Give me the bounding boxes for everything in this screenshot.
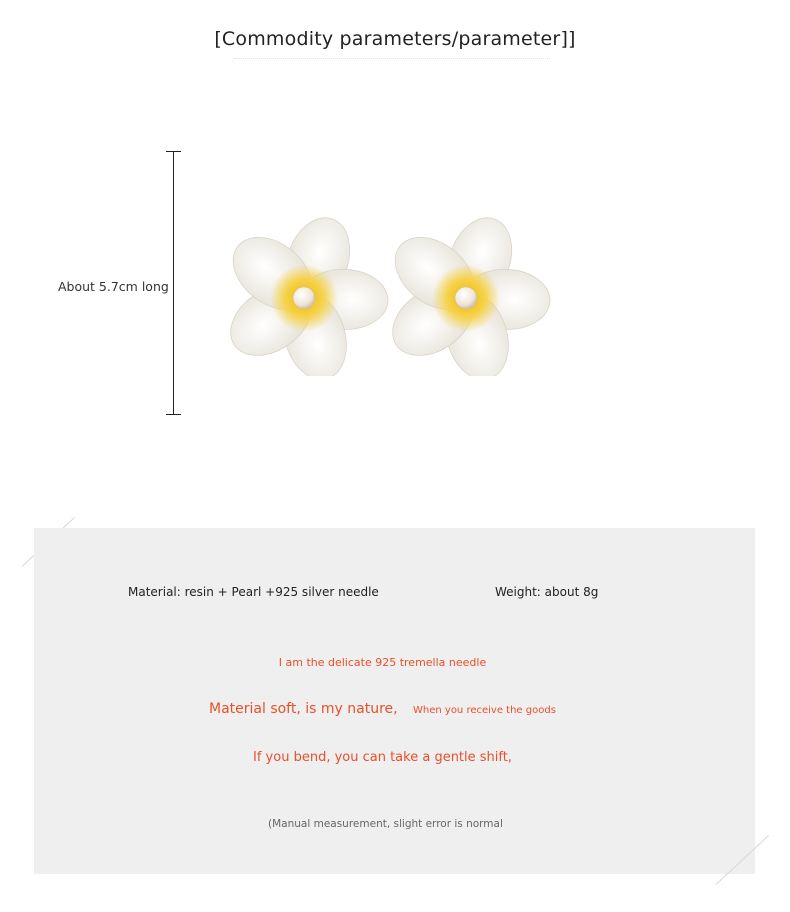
material-spec: Material: resin + Pearl +925 silver needle — [128, 585, 379, 599]
note-line-1: I am the delicate 925 tremella needle — [278, 656, 487, 669]
dimension-label: About 5.7cm long — [58, 279, 169, 294]
product-image — [226, 206, 556, 376]
dimension-bottom-cap — [166, 414, 181, 415]
weight-spec: Weight: about 8g — [495, 585, 599, 599]
title-underline — [234, 58, 550, 60]
measurement-note: (Manual measurement, slight error is normal — [268, 818, 503, 830]
note-line-2b: When you receive the goods — [413, 705, 556, 716]
dimension-line — [173, 151, 174, 415]
note-line-2a: Material soft, is my nature, — [209, 701, 398, 717]
flower-stud-earrings-icon — [226, 206, 556, 376]
note-line-3: If you bend, you can take a gentle shift, — [253, 750, 512, 765]
page-title: [Commodity parameters/parameter]] — [214, 28, 576, 50]
